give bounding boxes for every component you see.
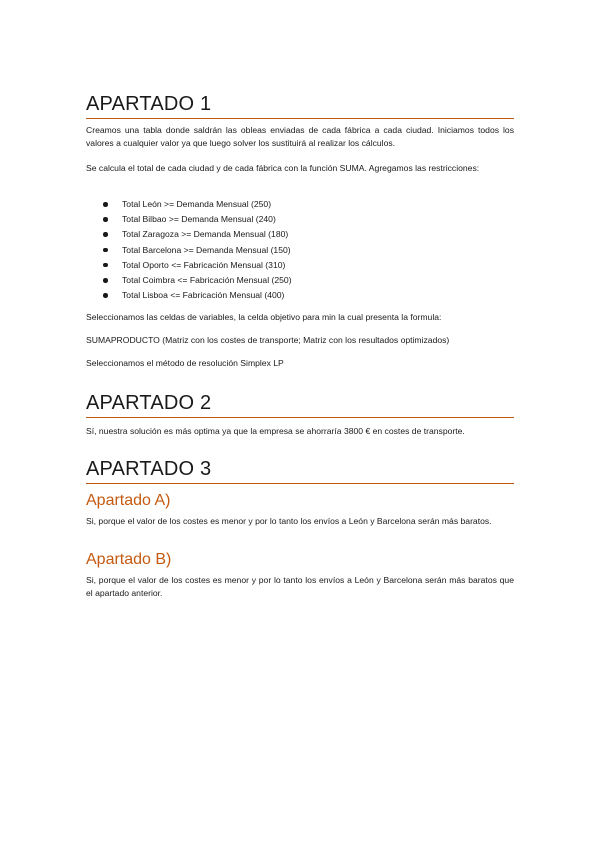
list-item: Total Oporto <= Fabricación Mensual (310) (86, 258, 514, 273)
apartado-3-heading: APARTADO 3 (86, 458, 514, 484)
apartado-1-formula: SUMAPRODUCTO (Matriz con los costes de transporte; Matriz con los resultados optimizados) (86, 335, 450, 345)
apartado-3b-text: Si, porque el valor de los costes es menor y por lo tanto los envíos a León y Barcelona serán más baratos que el apartado anterior. (86, 575, 514, 598)
apartado-1-variables: Seleccionamos las celdas de variables, la celda objetivo para min la cual presenta la formula: (86, 312, 442, 322)
apartado-1-suma: Se calcula el total de cada ciudad y de cada fábrica con la función SUMA. Agregamos las restricciones: (86, 163, 480, 173)
list-item: Total Coimbra <= Fabricación Mensual (250) (86, 273, 514, 288)
list-item: Total Bilbao >= Demanda Mensual (240) (86, 212, 514, 227)
apartado-1-method: Seleccionamos el método de resolución Simplex LP (86, 358, 284, 368)
apartado-3b-heading: Apartado B) (86, 551, 172, 568)
list-item: Total Barcelona >= Demanda Mensual (150) (86, 243, 514, 258)
apartado-1-intro: Creamos una tabla donde saldrán las obleas enviadas de cada fábrica a cada ciudad. Iniciamos todos los valores a cualquier valor ya que luego solver los sustituirá al realizar los cálculos. (86, 125, 514, 148)
apartado-2-text: Sí, nuestra solución es más optima ya que la empresa se ahorraría 3800 € en costes de transporte. (86, 426, 465, 436)
apartado-2-heading: APARTADO 2 (86, 392, 514, 418)
list-item: Total Lisboa <= Fabricación Mensual (400) (86, 288, 514, 303)
apartado-3a-heading: Apartado A) (86, 492, 171, 509)
list-item: Total Zaragoza >= Demanda Mensual (180) (86, 227, 514, 242)
apartado-3a-text: Si, porque el valor de los costes es menor y por lo tanto los envíos a León y Barcelona serán más baratos. (86, 516, 492, 526)
apartado-1-heading: APARTADO 1 (86, 93, 514, 119)
list-item: Total León >= Demanda Mensual (250) (86, 197, 514, 212)
restrictions-list (86, 197, 514, 303)
